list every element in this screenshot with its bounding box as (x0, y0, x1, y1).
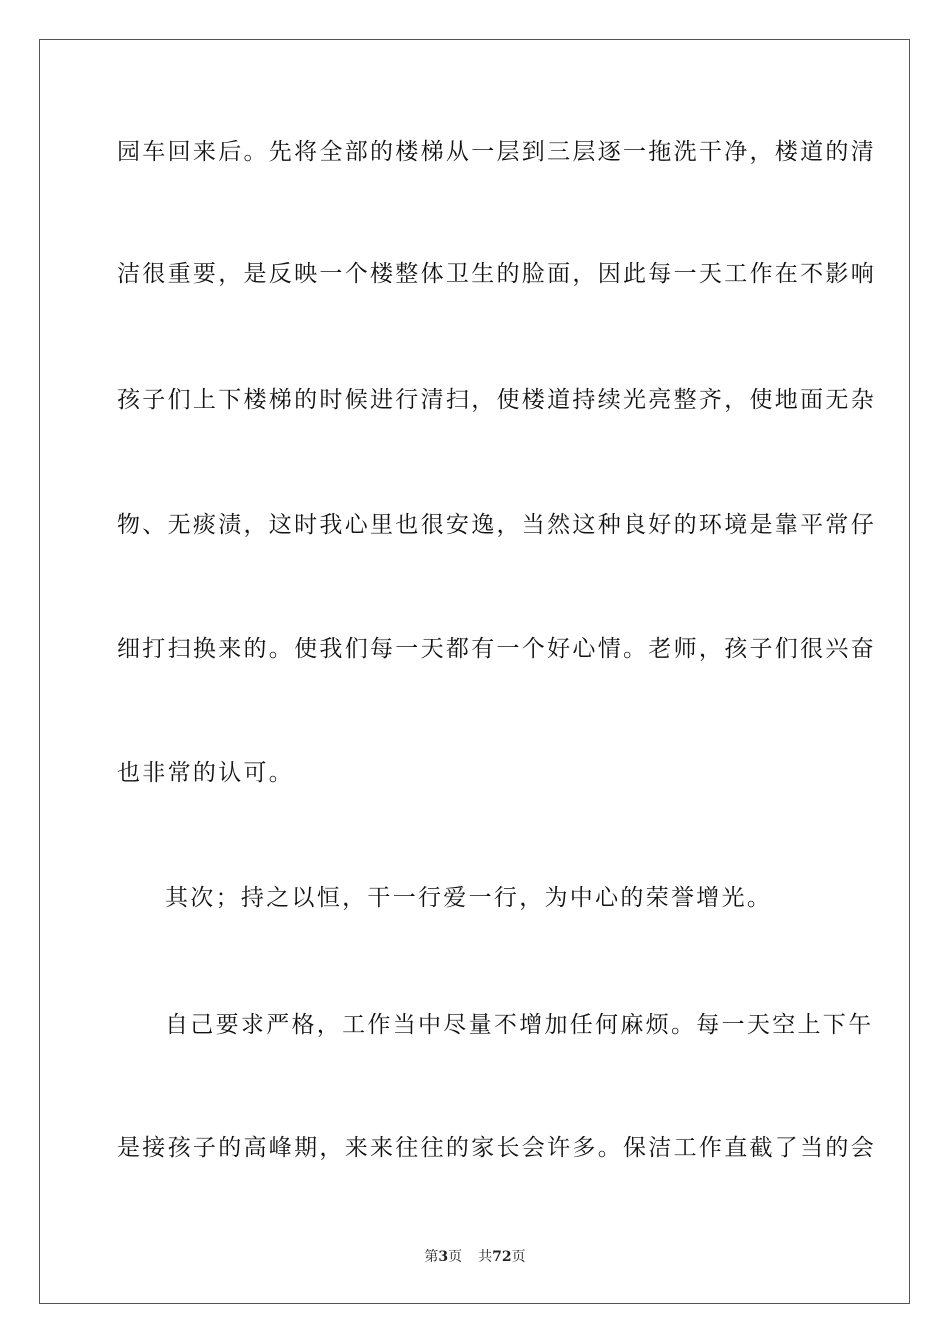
body-text-line: 是接孩子的高峰期，来来往往的家长会许多。保洁工作直截了当的会 (117, 1135, 876, 1161)
total-prefix: 共 (478, 1249, 493, 1265)
page-number: 3 (438, 1249, 449, 1265)
page-suffix: 页 (448, 1249, 463, 1265)
page-footer (0, 1247, 950, 1267)
body-text-line: 物、无痰渍，这时我心里也很安逸，当然这种良好的环境是靠平常仔 (117, 512, 876, 538)
total-suffix: 页 (511, 1249, 526, 1265)
paragraph-first-line: 其次；持之以恒，干一行爱一行，为中心的荣誉增光。 (165, 885, 773, 911)
page-border (39, 39, 910, 1304)
body-text-line: 园车回来后。先将全部的楼梯从一层到三层逐一拖洗干净，楼道的清 (117, 139, 876, 165)
body-text-line: 孩子们上下楼梯的时候进行清扫，使楼道持续光亮整齐，使地面无杂 (117, 387, 876, 413)
page-prefix: 第 (424, 1249, 439, 1265)
paragraph-first-line: 自己要求严格，工作当中尽量不增加任何麻烦。每一天空上下午 (165, 1012, 874, 1038)
total-pages: 72 (492, 1249, 512, 1265)
body-text-line: 洁很重要，是反映一个楼整体卫生的脸面，因此每一天工作在不影响 (117, 261, 876, 287)
body-text-line: 也非常的认可。 (117, 760, 295, 786)
body-text-line: 细打扫换来的。使我们每一天都有一个好心情。老师，孩子们很兴奋 (117, 636, 876, 662)
